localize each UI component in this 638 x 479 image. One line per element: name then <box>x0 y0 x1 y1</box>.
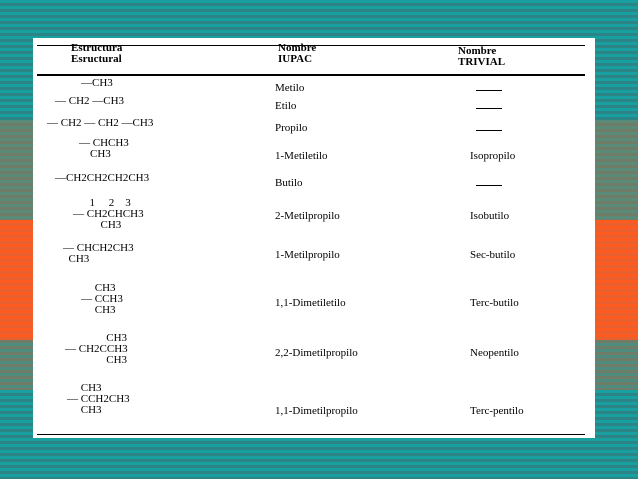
iupac-name: 1,1-Dimetiletilo <box>275 297 346 309</box>
structure-line: —CH2CH2CH2CH3 <box>55 172 150 184</box>
structure-line: — CH2 —CH3 <box>55 95 125 107</box>
structure-line: CH3 <box>63 253 90 265</box>
structure-line: CH3 <box>65 332 128 344</box>
trivial-name: Terc-butilo <box>470 297 519 309</box>
iupac-name: 2,2-Dimetilpropilo <box>275 347 358 359</box>
structure-line: CH3 <box>79 148 111 160</box>
structure-line: CH3 <box>67 404 102 416</box>
structure-line: CH3 <box>67 382 102 394</box>
structure-formula <box>73 198 144 231</box>
structure-line: — CH2 — CH2 —CH3 <box>47 117 154 129</box>
trivial-name: Sec-butilo <box>470 249 516 261</box>
structure-line: — CH2CCH3 <box>65 343 128 355</box>
structure-line: —CH3 <box>81 77 113 89</box>
table-bottom-rule <box>37 434 585 435</box>
trivial-none-dash <box>476 90 502 91</box>
structure-line: — CH2CHCH3 <box>73 208 144 220</box>
trivial-name: Isobutilo <box>470 210 510 222</box>
iupac-name: 2-Metilpropilo <box>275 210 340 222</box>
trivial-name: Terc-pentilo <box>470 405 524 417</box>
structure-line: — CCH2CH3 <box>67 393 130 405</box>
table-header-rule <box>37 74 585 76</box>
header-trivial <box>458 46 505 68</box>
structure-formula <box>47 118 153 129</box>
structure-line: — CHCH2CH3 <box>63 242 134 254</box>
iupac-name: Butilo <box>275 177 303 189</box>
iupac-name: 1-Metilpropilo <box>275 249 340 261</box>
structure-line: 1 2 3 <box>73 197 131 209</box>
structure-formula <box>55 96 124 107</box>
iupac-name: Metilo <box>275 82 305 94</box>
structure-formula <box>67 383 130 416</box>
structure-line: CH3 <box>81 304 116 316</box>
header-structure-line1: Estructura <box>71 42 123 54</box>
structure-line: CH3 <box>65 354 128 366</box>
structure-formula <box>81 283 123 316</box>
header-iupac-line2: IUPAC <box>278 53 313 65</box>
structure-line: — CHCH3 <box>79 137 129 149</box>
structure-formula <box>81 78 113 89</box>
iupac-name: 1-Metiletilo <box>275 150 328 162</box>
iupac-name: 1,1-Dimetilpropilo <box>275 405 358 417</box>
trivial-name: Neopentilo <box>470 347 519 359</box>
header-structure <box>71 43 122 65</box>
trivial-name: Isopropilo <box>470 150 516 162</box>
structure-line: CH3 <box>73 219 122 231</box>
structure-formula <box>65 333 128 366</box>
structure-formula <box>63 243 134 265</box>
header-structure-line2: Esructural <box>71 53 122 65</box>
structure-line: CH3 <box>81 282 116 294</box>
iupac-name: Propilo <box>275 122 308 134</box>
structure-formula <box>79 138 129 160</box>
trivial-none-dash <box>476 108 502 109</box>
header-trivial-line1: Nombre <box>458 45 497 57</box>
iupac-name: Etilo <box>275 100 297 112</box>
header-trivial-line2: TRIVIAL <box>458 56 506 68</box>
alkyl-groups-table <box>33 38 595 438</box>
structure-line: — CCH3 <box>81 293 123 305</box>
trivial-none-dash <box>476 130 502 131</box>
header-iupac <box>278 43 316 65</box>
structure-formula <box>55 173 149 184</box>
trivial-none-dash <box>476 185 502 186</box>
header-iupac-line1: Nombre <box>278 42 317 54</box>
